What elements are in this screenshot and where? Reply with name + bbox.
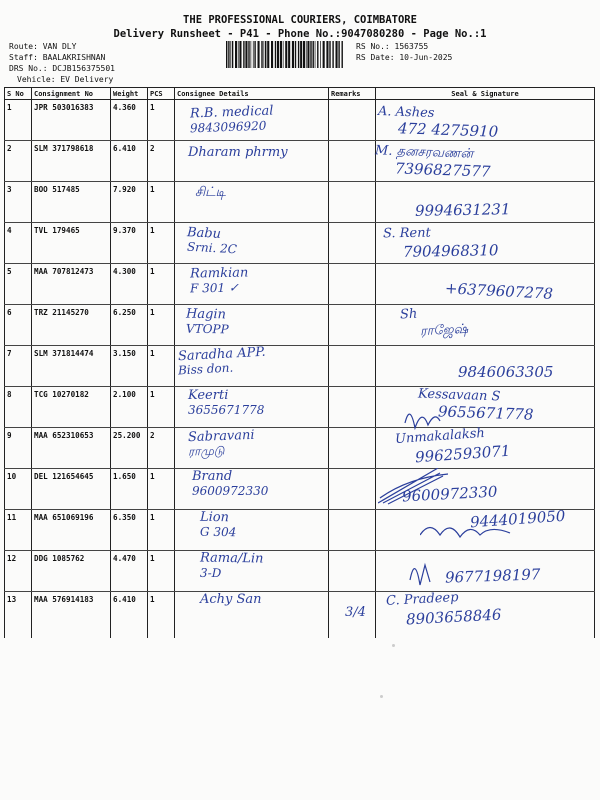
cell-remarks [329,223,376,264]
cell-weight: 2.100 [111,387,148,428]
cell-sno: 11 [5,510,32,551]
cell-pcs: 2 [148,141,175,182]
col-pcs: PCS [148,88,175,100]
table-row [5,223,595,264]
recipient-signature-name: S. Rent [382,225,431,242]
cell-pcs: 1 [148,469,175,510]
cell-pcs: 1 [148,551,175,592]
cell-remarks [329,551,376,592]
cell-sno: 6 [5,305,32,346]
cell-pcs: 2 [148,428,175,469]
cell-consignment: TRZ 21145270 [32,305,111,346]
signature-scribble [405,560,505,600]
cell-weight: 6.410 [111,141,148,182]
table-row [5,305,595,346]
rs-date: RS Date: 10-Jun-2025 [356,52,453,62]
scan-speck [392,644,395,647]
cell-remarks [329,428,376,469]
cell-weight: 6.410 [111,592,148,639]
cell-sno: 10 [5,469,32,510]
cell-remarks [329,510,376,551]
consignee-name: Rama/Lin [199,550,264,567]
cell-weight: 4.300 [111,264,148,305]
cell-sno: 2 [5,141,32,182]
cell-sno: 13 [5,592,32,639]
consignee-detail-line: G 304 [199,524,237,540]
cell-remarks [329,182,376,223]
cell-consignment: TVL 179465 [32,223,111,264]
remarks-note: 3/4 [345,605,366,620]
recipient-signature-name: M. தனசரவணன் [374,143,474,162]
cell-pcs: 1 [148,100,175,141]
cell-sno: 5 [5,264,32,305]
consignee-name: Keerti [188,388,229,403]
table-header-row [5,88,595,100]
recipient-signature-name: Unmakalaksh [394,425,486,448]
consignee-name: Hagin [185,306,227,323]
cell-pcs: 1 [148,264,175,305]
cell-sno: 3 [5,182,32,223]
col-remarks: Remarks [329,88,376,100]
consignee-name: சிட்டி [195,185,226,200]
meta-left [9,42,115,85]
consignee-name: Lion [199,509,230,526]
cell-pcs: 1 [148,346,175,387]
cell-weight: 25.200 [111,428,148,469]
cell-remarks [329,387,376,428]
consignee-detail-line: Biss don. [177,360,234,378]
consignee-detail-line: 3655671778 [188,403,265,417]
cell-pcs: 1 [148,305,175,346]
recipient-phone: 9846063305 [458,363,554,381]
cell-weight: 9.370 [111,223,148,264]
cell-consignment: SLM 371798618 [32,141,111,182]
recipient-signature-name: C. Pradeep [385,590,459,609]
cell-remarks [329,141,376,182]
cell-weight: 4.360 [111,100,148,141]
staff-label: Staff: BAALAKRISHNAN [9,52,106,62]
cell-sno: 4 [5,223,32,264]
cell-remarks [329,264,376,305]
cell-sno: 12 [5,551,32,592]
consignee-name: Achy San [200,592,262,607]
cell-consignment: DEL 121654645 [32,469,111,510]
recipient-phone: 472 4275910 [397,119,499,141]
recipient-phone: 9444019050 [469,506,566,532]
table-row [5,100,595,141]
scan-speck [380,695,383,698]
recipient-phone: +6379607278 [444,279,554,303]
consignee-name: Sabravani [187,427,255,446]
cell-remarks [329,100,376,141]
barcode-image [226,41,344,68]
consignee-name: R.B. medical [189,103,274,122]
signature-scribble [400,403,500,443]
cell-weight: 6.250 [111,305,148,346]
vehicle-label: Vehicle: EV Delivery [17,74,114,84]
drs-number: DRS No.: DCJB156375501 [9,64,115,73]
cell-remarks [329,346,376,387]
cell-sno: 8 [5,387,32,428]
cell-consignee [175,510,329,551]
cell-pcs: 1 [148,387,175,428]
consignee-name: Babu [186,225,222,242]
cell-pcs: 1 [148,592,175,639]
cell-pcs: 1 [148,182,175,223]
recipient-phone: 7396827577 [394,159,491,181]
col-consignment: Consignment No [32,88,111,100]
consignee-name: Saradha APP. [177,344,266,365]
cell-consignment: MAA 651069196 [32,510,111,551]
table-row [5,469,595,510]
runsheet-title: THE PROFESSIONAL COURIERS, COIMBATORE [183,14,417,26]
recipient-phone: 9655671778 [437,402,534,424]
consignee-name: Brand [192,469,233,484]
consignee-detail-line: ராமுடு [187,443,225,459]
rs-number: RS No.: 1563755 [356,42,429,51]
recipient-signature-name: A. Ashes [377,104,435,121]
consignee-detail-line: 9600972330 [192,484,269,498]
cell-consignment: MAA 576914183 [32,592,111,639]
cell-remarks [329,305,376,346]
cell-remarks [329,469,376,510]
table-row [5,592,595,639]
cell-consignment: MAA 652310653 [32,428,111,469]
recipient-phone: 8903658846 [405,605,502,629]
route-label: Route: VAN DLY [9,42,77,51]
recipient-phone: 9677198197 [444,565,541,587]
cell-sno: 1 [5,100,32,141]
recipient-phone: 7904968310 [402,241,499,261]
cell-consignment: JPR 503016383 [32,100,111,141]
meta-right [356,42,452,63]
cell-sno: 9 [5,428,32,469]
consignee-detail-line: 3-D [199,565,222,581]
cell-consignment: TCG 10270182 [32,387,111,428]
recipient-signature-name: Sh [399,306,418,323]
cell-weight: 6.350 [111,510,148,551]
consignee-detail-line: F 301 ✓ [189,280,240,296]
runsheet-subtitle: Delivery Runsheet - P41 - Phone No.:9047080280 - Page No.:1 [113,28,487,40]
cell-weight: 7.920 [111,182,148,223]
cell-weight: 4.470 [111,551,148,592]
consignee-detail-line: 9843096920 [189,118,267,136]
table-row [5,141,595,182]
consignee-detail-line: VTOPP [185,321,229,337]
cell-consignment: DDG 1085762 [32,551,111,592]
cell-sno: 7 [5,346,32,387]
signature-scribble [420,515,520,555]
consignee-name: Dharam phrmy [188,145,288,160]
recipient-signature-name: Kessavaan S [417,386,501,405]
col-weight: Weight [111,88,148,100]
signature-scribble [378,468,478,508]
col-sno: S No [5,88,32,100]
cell-consignment: SLM 371814474 [32,346,111,387]
cell-weight: 3.150 [111,346,148,387]
cell-pcs: 1 [148,510,175,551]
cell-consignment: MAA 707812473 [32,264,111,305]
recipient-phone: 9600972330 [401,482,498,506]
consignee-name: Ramkian [189,265,249,282]
consignee-detail-line: Srni. 2C [186,239,238,257]
col-seal: Seal & Signature [376,88,595,100]
cell-weight: 1.650 [111,469,148,510]
recipient-signature-name: ராஜேஷ் [419,321,469,340]
recipient-phone: 9994631231 [414,200,511,220]
cell-consignment: BOO 517485 [32,182,111,223]
recipient-phone: 9962593071 [414,441,511,467]
col-consignee: Consignee Details [175,88,329,100]
cell-pcs: 1 [148,223,175,264]
